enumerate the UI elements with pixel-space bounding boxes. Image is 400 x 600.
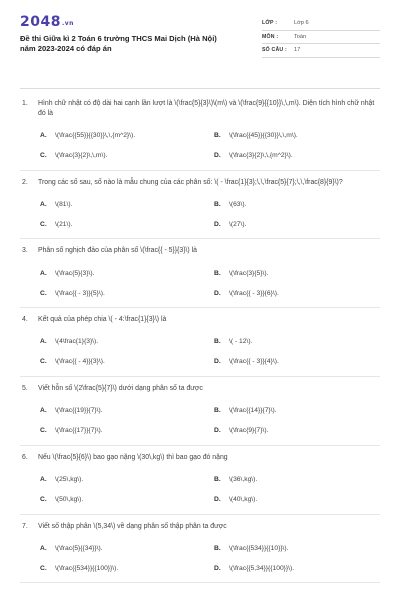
question-stem: [20, 315, 380, 325]
answer-label: D.: [214, 289, 221, 297]
header-divider: [20, 88, 380, 89]
question-text: Viết số thập phân \(5,34\) về dạng phân số thập phân ta được: [38, 522, 227, 530]
answer-option-b[interactable]: [214, 538, 388, 558]
document-header: [20, 14, 380, 82]
question-list: [20, 99, 380, 583]
info-value: 17: [294, 47, 301, 54]
answer-label: D.: [214, 427, 221, 435]
answer-label: D.: [214, 496, 221, 504]
info-label: LỚP :: [262, 20, 278, 27]
answer-text: \(25\,kg\).: [55, 476, 84, 484]
answer-label: C.: [40, 152, 47, 160]
question-text: Kết quả của phép chia \( - 4:\frac{1}{3}\) là: [38, 316, 167, 324]
answer-text: \(50\,kg\).: [55, 496, 84, 504]
question-item: [20, 453, 380, 515]
question-text: Nếu \(\frac{5}{6}\) bao gạo nặng \(30\,kg\) thì bao gạo đó nặng: [38, 453, 228, 461]
question-text: Hình chữ nhật có độ dài hai cạnh lần lượt là \(\frac{5}{3}\)\(m\) và \(\frac{9}{{10}}\,\,m\). Diện tích hình chữ nhật đó là: [38, 100, 375, 117]
answer-text: \(\frac{{ - 3}}{6}\).: [229, 289, 279, 297]
answer-text: \(\frac{{534}}{{10}}\).: [229, 544, 289, 552]
answer-option-b[interactable]: [214, 401, 388, 421]
answer-label: C.: [40, 358, 47, 366]
question-stem: [20, 99, 380, 119]
question-stem: [20, 384, 380, 394]
answer-text: \(81\).: [55, 200, 73, 208]
answer-text: \(\frac{{534}}{{100}}\).: [55, 564, 119, 572]
info-value: Toán: [294, 33, 307, 40]
answer-options: [40, 194, 380, 234]
question-text: Phân số nghịch đảo của phân số \(\frac{{ - 5}}{3}\) là: [38, 247, 197, 255]
answer-label: A.: [40, 476, 47, 484]
answer-option-d[interactable]: [214, 146, 388, 166]
question-number: 3.: [22, 247, 28, 255]
question-number: 6.: [22, 453, 28, 461]
answer-option-a[interactable]: [40, 194, 214, 214]
answer-text: \(63\).: [229, 200, 247, 208]
question-number: 1.: [22, 100, 28, 107]
answer-option-c[interactable]: [40, 352, 214, 372]
answer-options: [40, 263, 380, 303]
answer-text: \(40\,kg\).: [229, 496, 258, 504]
answer-label: B.: [214, 407, 221, 415]
logo-text: 2048: [20, 14, 61, 30]
answer-label: D.: [214, 152, 221, 160]
answer-label: B.: [214, 476, 221, 484]
answer-option-c[interactable]: [40, 146, 214, 166]
answer-option-d[interactable]: [214, 283, 388, 303]
logo-suffix: .vn: [61, 20, 74, 27]
question-number: 4.: [22, 316, 28, 324]
answer-label: A.: [40, 544, 47, 552]
answer-label: A.: [40, 407, 47, 415]
question-text: Viết hỗn số \(2\frac{5}{7}\) dưới dạng phân số ta được: [38, 384, 203, 392]
question-stem: [20, 522, 380, 532]
answer-label: B.: [214, 132, 221, 140]
info-row-class: [262, 17, 380, 31]
answer-label: B.: [214, 544, 221, 552]
answer-text: \(\frac{{19}}{7}\).: [55, 407, 103, 415]
question-item: [20, 315, 380, 377]
question-text: Trong các số sau, số nào là mẫu chung của các phân số: \( - \frac{1}{3};\,\,\frac{5}{7};\,\,\frac{8}{9}\)?: [38, 178, 343, 186]
answer-option-b[interactable]: [214, 470, 388, 490]
exam-title-line-1: Đề thi Giữa kì 2 Toán 6 trường THCS Mai Dịch (Hà Nội): [20, 34, 217, 43]
answer-text: \(\frac{{17}}{7}\).: [55, 427, 103, 435]
answer-option-c[interactable]: [40, 421, 214, 441]
answer-options: [40, 126, 380, 166]
answer-option-a[interactable]: [40, 263, 214, 283]
answer-text: \(\frac{9}{7}\).: [229, 427, 269, 435]
answer-label: C.: [40, 564, 47, 572]
answer-option-d[interactable]: [214, 490, 388, 510]
info-value: Lớp 6: [294, 20, 309, 27]
answer-text: \(4\frac{1}{3}\).: [55, 338, 99, 346]
question-item: [20, 384, 380, 446]
answer-option-b[interactable]: [214, 194, 388, 214]
answer-option-a[interactable]: [40, 538, 214, 558]
question-item: [20, 522, 380, 584]
answer-options: [40, 401, 380, 441]
answer-option-b[interactable]: [214, 126, 388, 146]
answer-label: D.: [214, 564, 221, 572]
answer-text: \(\frac{{5,34}}{{100}}\).: [229, 564, 295, 572]
answer-text: \(21\).: [55, 220, 73, 228]
answer-option-d[interactable]: [214, 558, 388, 578]
answer-label: A.: [40, 338, 47, 346]
answer-option-c[interactable]: [40, 214, 214, 234]
answer-text: \(\frac{3}{2}\,\,{m^2}\).: [229, 152, 293, 160]
answer-option-d[interactable]: [214, 421, 388, 441]
question-item: [20, 246, 380, 308]
exam-title: [20, 34, 258, 54]
answer-option-d[interactable]: [214, 214, 388, 234]
question-number: 2.: [22, 178, 28, 186]
info-row-subject: [262, 31, 380, 45]
answer-text: \(\frac{{ - 3}}{4}\).: [229, 358, 279, 366]
answer-label: A.: [40, 200, 47, 208]
answer-text: \(\frac{{ - 4}}{3}\).: [55, 358, 105, 366]
site-logo[interactable]: [20, 14, 258, 30]
answer-label: A.: [40, 269, 47, 277]
answer-text: \(\frac{{ - 3}}{5}\).: [55, 289, 105, 297]
question-stem: [20, 178, 380, 188]
exam-title-line-2: năm 2023-2024 có đáp án: [20, 44, 112, 53]
answer-label: C.: [40, 289, 47, 297]
answer-text: \(\frac{{55}}{{30}}\,\,{m^2}\).: [55, 132, 136, 140]
question-item: [20, 178, 380, 240]
answer-text: \(\frac{{45}}{{30}}\,\,m\).: [229, 132, 298, 140]
answer-label: B.: [214, 338, 221, 346]
answer-option-c[interactable]: [40, 283, 214, 303]
answer-text: \(\frac{3}{2}\,\,m\).: [55, 152, 108, 160]
answer-text: \(36\,kg\).: [229, 476, 258, 484]
answer-text: \(\frac{5}{3}\).: [55, 269, 95, 277]
answer-label: C.: [40, 496, 47, 504]
answer-options: [40, 332, 380, 372]
answer-options: [40, 538, 380, 578]
answer-label: D.: [214, 220, 221, 228]
answer-option-b[interactable]: [214, 263, 388, 283]
answer-option-c[interactable]: [40, 490, 214, 510]
header-left: [20, 14, 258, 82]
answer-option-a[interactable]: [40, 401, 214, 421]
answer-option-a[interactable]: [40, 332, 214, 352]
info-label: SỐ CÂU :: [262, 47, 287, 54]
answer-label: A.: [40, 132, 47, 140]
info-row-question-count: [262, 44, 380, 58]
answer-option-d[interactable]: [214, 352, 388, 372]
answer-label: D.: [214, 358, 221, 366]
answer-text: \(\frac{{14}}{7}\).: [229, 407, 277, 415]
question-number: 5.: [22, 384, 28, 392]
answer-label: B.: [214, 269, 221, 277]
question-stem: [20, 246, 380, 256]
answer-option-a[interactable]: [40, 126, 214, 146]
answer-label: B.: [214, 200, 221, 208]
answer-option-c[interactable]: [40, 558, 214, 578]
info-label: MÔN :: [262, 33, 279, 40]
question-stem: [20, 453, 380, 463]
exam-info-table: [262, 17, 380, 82]
answer-text: \( - 12\).: [229, 338, 253, 346]
answer-option-a[interactable]: [40, 470, 214, 490]
answer-options: [40, 470, 380, 510]
answer-text: \(27\).: [229, 220, 247, 228]
answer-text: \(\frac{5}{{34}}\).: [55, 544, 103, 552]
question-number: 7.: [22, 522, 28, 530]
answer-label: C.: [40, 427, 47, 435]
answer-label: C.: [40, 220, 47, 228]
question-item: [20, 99, 380, 171]
answer-text: \(\frac{3}{5}\).: [229, 269, 269, 277]
answer-option-b[interactable]: [214, 332, 388, 352]
